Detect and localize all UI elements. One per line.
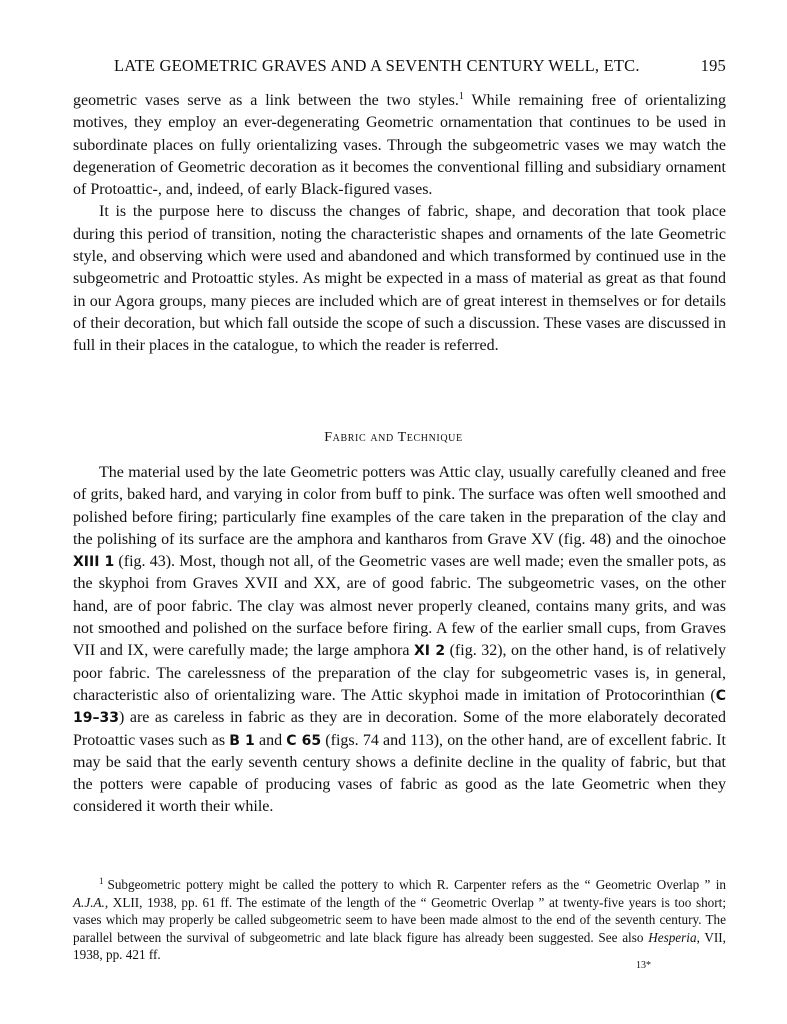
catalogue-ref-xiii-1: XIII 1 [73, 554, 115, 571]
running-header [114, 56, 726, 78]
section-text [73, 462, 726, 819]
paragraph-3-text-4: ) are as careless in fabric as they are in decoration. Some of the more elaborately decorated Protoattic vases such as [73, 709, 726, 749]
running-title: LATE GEOMETRIC GRAVES AND A SEVENTH CENTURY WELL, ETC. [114, 56, 640, 75]
catalogue-ref-c-19-33: C 19–33 [73, 687, 726, 727]
intro-text [73, 90, 726, 358]
paragraph-2: It is the purpose here to discuss the changes of fabric, shape, and decoration that took place during this period of transition, noting the characteristic shapes and ornaments of the late Geometric style, and observing which were used and abandoned and which transformed by continued use in the subgeometric and Protoattic styles. As might be expected in a mass of material as great as that found in our Agora groups, many pieces are included which are of great interest in themselves or for details of their decoration, but which fall outside the scope of such a discussion. These vases are discussed in full in their places in the catalogue, to which the reader is referred. [73, 203, 726, 355]
footnote-text-a: Subgeometric pottery might be called the pottery to which R. Carpenter refers as the “ Geometric Overlap ” in [107, 877, 726, 892]
paragraph-1 [73, 90, 726, 201]
footnote-paragraph [73, 876, 726, 964]
journal-abbrev-aja: A.J.A. [73, 894, 105, 910]
page-number: 195 [700, 56, 726, 75]
footnote-text-b: , XLII, 1938, pp. 61 ff. The estimate of the length of the “ Geometric Overlap ” at twenty-five years is too short; vases which may properly be called subgeometric seem to have been made almost to the end of the seventh century. The parallel between the survival of subgeometric and late black figure has already been suggested. See also [73, 894, 726, 945]
paragraph-3-text-3: (fig. 32), on the other hand, is of relatively poor fabric. The carelessness of the preparation of the clay for subgeometric vases is, in general, characteristic also of orientalizing ware. The Attic skyphoi made in imitation of Protocorinthian ( [73, 642, 726, 704]
catalogue-ref-b-1: B 1 [229, 732, 255, 749]
paragraph-1-text-a: geometric vases serve as a link between the two styles. [73, 92, 459, 109]
signature-mark: 13* [636, 960, 651, 971]
catalogue-ref-c-65: C 65 [286, 732, 322, 749]
paragraph-3-text-2: (fig. 43). Most, though not all, of the Geometric vases are well made; even the smaller pots, as the skyphoi from Graves XVII and XX, are of good fabric. The subgeometric vases, on the other hand, are of poor fabric. The clay was almost never properly cleaned, contains many grits, and was not smoothed and polished on the surface before firing. A few of the earlier small cups, from Graves VII and IX, were carefully made; the large amphora [73, 553, 726, 660]
footnote-number: 1 [99, 876, 104, 886]
paragraph-3-text-5: and [254, 731, 287, 749]
paragraph-3-text-1: The material used by the late Geometric potters was Attic clay, usually carefully cleaned and free of grits, baked hard, and varying in color from buff to pink. The surface was often well smoothed and polished before firing; particularly fine examples of the care taken in the preparation of the clay and the polishing of its surface are the amphora and kantharos from Grave XV (fig. 48) and the oinochoe [73, 464, 726, 548]
journal-title-hesperia: Hesperia [648, 929, 697, 945]
paragraph-3 [73, 462, 726, 819]
footnote-1 [73, 876, 726, 964]
paragraph-3-text-6: (figs. 74 and 113), on the other hand, are of excellent fabric. It may be said that the early seventh century shows a definite decline in the quality of fabric, but that the potters were capable of producing vases of fabric as good as the late Geometric when they considered it worth their while. [73, 731, 726, 816]
catalogue-ref-xi-2: XI 2 [413, 643, 446, 660]
footnote-ref-1[interactable]: 1 [458, 91, 464, 102]
footnote-text-c: , VII, 1938, pp. 421 ff. [73, 929, 726, 963]
paragraph-1-text-b: While remaining free of orientalizing motives, they employ an ever-degenerating Geometric ornamentation that continues to be used in subordinate places on fully orientalizing vases. Through the subgeometric vases we may watch the degeneration of Geometric decoration as it becomes the conventional filling and subsidiary ornament of Protoattic-, and, indeed, of early Black-figured vases. [73, 92, 727, 199]
section-heading: Fabric and Technique [324, 430, 463, 445]
